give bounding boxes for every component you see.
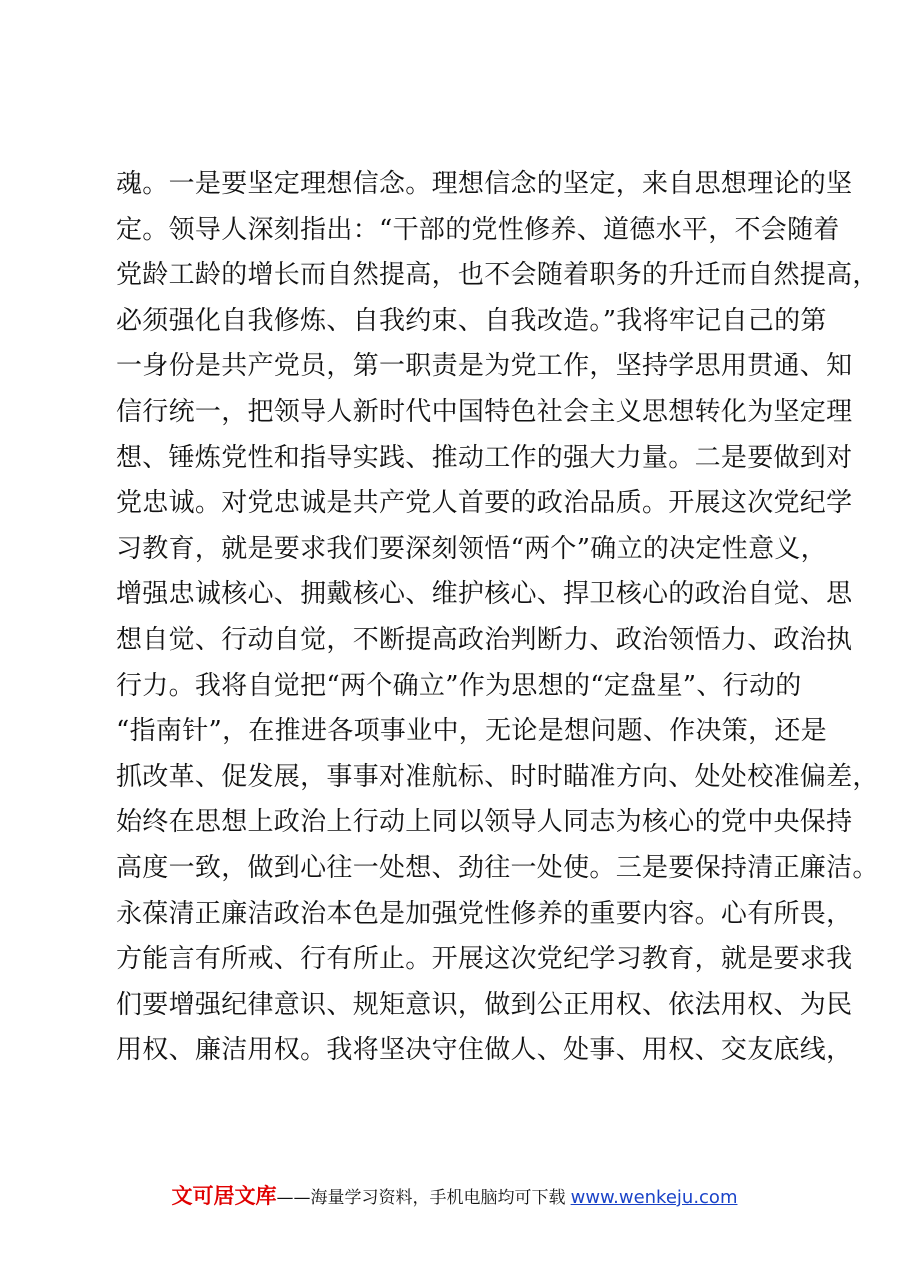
text-line: 习教育，就是要求我们要深刻领悟“两个”确立的决定性意义， bbox=[116, 533, 827, 564]
body-text bbox=[116, 162, 879, 1074]
text-line: “指南针”，在推进各项事业中，无论是想问题、作决策，还是 bbox=[116, 716, 827, 747]
text-line: 定。领导人深刻指出：“干部的党性修养、道德水平，不会随着 bbox=[116, 214, 840, 245]
text-line: 用权、廉洁用权。我将坚决守住做人、处事、用权、交友底线， bbox=[116, 1035, 853, 1066]
footer-banner bbox=[0, 1180, 909, 1210]
text-line: 必须强化自我修炼、自我约束、自我改造。”我将牢记自己的第 bbox=[116, 305, 827, 336]
text-line: 一身份是共产党员，第一职责是为党工作，坚持学思用贯通、知 bbox=[116, 351, 853, 382]
text-line: 始终在思想上政治上行动上同以领导人同志为核心的党中央保持 bbox=[116, 807, 853, 838]
text-line: 信行统一，把领导人新时代中国特色社会主义思想转化为坚定理 bbox=[116, 396, 853, 427]
text-line: 党忠诚。对党忠诚是共产党人首要的政治品质。开展这次党纪学 bbox=[116, 488, 853, 519]
footer-slogan: ——海量学习资料，手机电脑均可下载 bbox=[276, 1188, 566, 1208]
text-line: 想自觉、行动自觉，不断提高政治判断力、政治领悟力、政治执 bbox=[116, 624, 853, 655]
text-line: 魂。一是要坚定理想信念。理想信念的坚定，来自思想理论的坚 bbox=[116, 169, 853, 199]
text-line: 永葆清正廉洁政治本色是加强党性修养的重要内容。心有所畏， bbox=[116, 898, 853, 929]
text-line: 们要增强纪律意识、规矩意识，做到公正用权、依法用权、为民 bbox=[116, 989, 853, 1020]
text-line: 党龄工龄的增长而自然提高，也不会随着职务的升迁而自然提高， bbox=[116, 260, 879, 291]
text-line: 方能言有所戒、行有所止。开展这次党纪学习教育，就是要求我 bbox=[116, 944, 853, 975]
site-link[interactable]: www.wenkeju.com bbox=[570, 1187, 738, 1208]
text-line: 想、锤炼党性和指导实践、推动工作的强大力量。二是要做到对 bbox=[116, 442, 853, 473]
text-line: 行力。我将自觉把“两个确立”作为思想的“定盘星”、行动的 bbox=[116, 670, 802, 701]
text-line: 增强忠诚核心、拥戴核心、维护核心、捍卫核心的政治自觉、思 bbox=[116, 579, 853, 610]
text-line: 高度一致，做到心往一处想、劲往一处使。三是要保持清正廉洁。 bbox=[116, 852, 879, 883]
brand-name: 文可居文库 bbox=[171, 1184, 277, 1208]
text-line: 抓改革、促发展，事事对准航标、时时瞄准方向、处处校准偏差， bbox=[116, 761, 879, 792]
